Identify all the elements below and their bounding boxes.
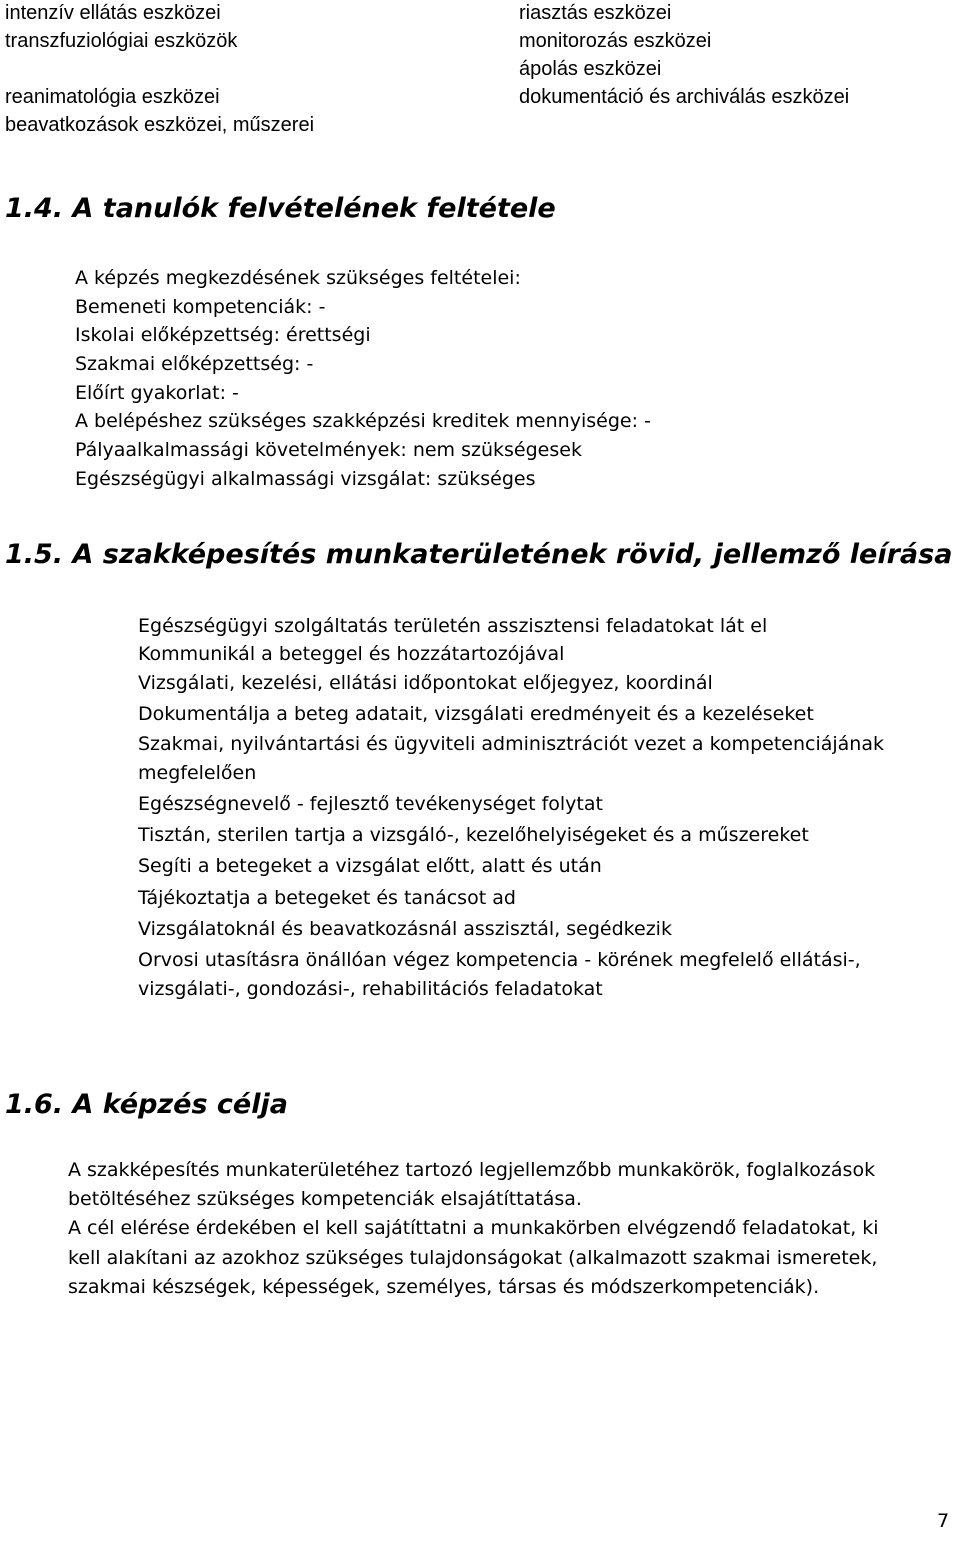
goal-line: betöltéséhez szükséges kompetenciák elsajátíttatása. [68,1188,582,1211]
equipment-spacer [5,55,314,83]
requirement-line: Bemeneti kompetenciák: - [75,295,326,318]
equipment-item: transzfuziológiai eszközök [5,30,238,52]
task-item-text: Szakmai, nyilvántartási és ügyviteli adminisztrációt vezet a kompetenciájának megfelelően [138,733,884,784]
goal-line: A cél elérése érdekében el kell sajátíttatni a munkakörben elvégzendő feladatokat, ki [68,1217,879,1240]
requirement-line: Előírt gyakorlat: - [75,381,239,404]
admission-requirements [75,264,651,494]
task-item: Tisztán, sterilen tartja a vizsgáló-, kezelőhelyiségeket és a műszereket [138,824,809,846]
requirement-line: Iskolai előképzettség: érettségi [75,324,371,347]
task-item [138,946,938,1004]
task-item [138,730,938,788]
goal-line: A szakképesítés munkaterületéhez tartozó legjellemzőbb munkakörök, foglalkozások [68,1159,876,1181]
task-item: Vizsgálatoknál és beavatkozásnál asszisztál, segédkezik [138,918,672,940]
equipment-item: beavatkozások eszközei, műszerei [5,114,315,136]
task-item: Egészségügyi szolgáltatás területén asszisztensi feladatokat lát el [138,615,768,637]
task-item-text: Orvosi utasításra önállóan végez kompetencia - körének megfelelő ellátási-, vizsgálati-, gondozási-, rehabilitációs feladatokat [138,949,861,1000]
equipment-item: intenzív ellátás eszközei [5,2,221,24]
task-item: Egészségnevelő - fejlesztő tevékenységet folytat [138,793,603,815]
task-item: Kommunikál a beteggel és hozzátartozójával [138,643,565,665]
equipment-item: ápolás eszközei [519,58,662,80]
equipment-item: reanimatológia eszközei [5,86,220,108]
equipment-list-left [5,0,314,139]
training-goal-text [68,1156,879,1302]
goal-line: szakmai készségek, képességek, személyes, társas és módszerkompetenciák). [68,1275,820,1298]
requirement-line: Pályaalkalmassági követelmények: nem szükségesek [75,439,582,462]
goal-line: kell alakítani az azokhoz szükséges tulajdonságokat (alkalmazott szakmai ismeretek, [68,1246,878,1269]
equipment-item: riasztás eszközei [519,2,672,24]
page-number: 7 [937,1510,950,1532]
section-1-4-heading: 1.4. A tanulók felvételének feltétele [5,193,556,224]
requirement-line: A képzés megkezdésének szükséges feltételei: [75,267,521,289]
section-1-6-heading: 1.6. A képzés célja [5,1089,288,1120]
requirement-line: Szakmai előképzettség: - [75,353,314,376]
section-1-5-heading: 1.5. A szakképesítés munkaterületének rövid, jellemző leírása [5,539,953,570]
task-item: Dokumentálja a beteg adatait, vizsgálati eredményeit és a kezeléseket [138,703,814,725]
task-item: Tájékoztatja a betegeket és tanácsot ad [138,887,516,909]
task-item: Segíti a betegeket a vizsgálat előtt, alatt és után [138,855,602,877]
equipment-list-right [519,0,849,111]
equipment-item: dokumentáció és archiválás eszközei [519,86,850,108]
equipment-item: monitorozás eszközei [519,30,712,52]
task-item: Vizsgálati, kezelési, ellátási időpontokat előjegyez, koordinál [138,672,713,694]
requirement-line: A belépéshez szükséges szakképzési kreditek mennyisége: - [75,410,651,433]
requirement-line: Egészségügyi alkalmassági vizsgálat: szükséges [75,467,536,490]
